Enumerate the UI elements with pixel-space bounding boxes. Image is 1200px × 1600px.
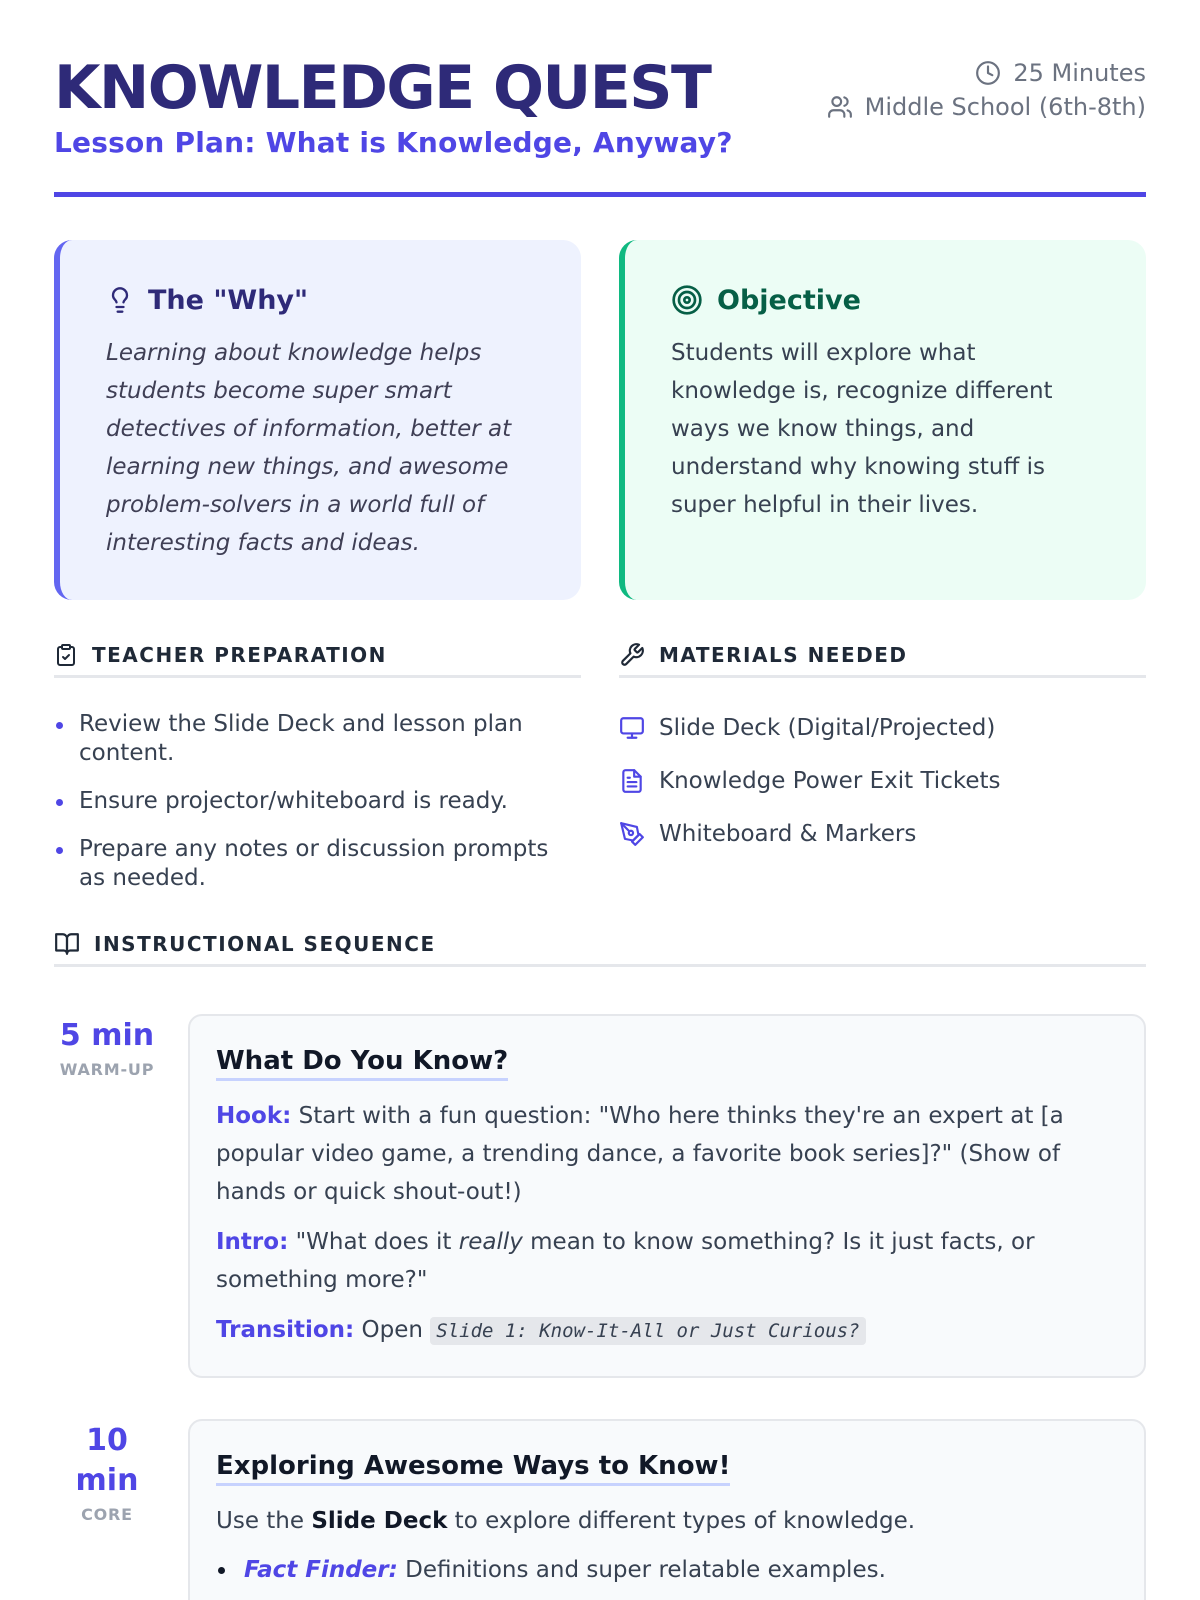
users-icon	[827, 94, 853, 120]
transition-paragraph	[216, 1311, 1118, 1350]
list-item	[216, 1552, 1118, 1588]
intro-emphasis: really	[458, 1229, 523, 1255]
lesson-plan-page	[54, 0, 1146, 1600]
header	[54, 52, 1146, 200]
lightbulb-icon	[106, 285, 134, 315]
teacher-prep-list	[54, 710, 581, 912]
objective-card-body: Students will explore what knowledge is, recognize different ways we know things, and understand why knowing stuff is super helpful in their lives.	[671, 340, 1053, 518]
list-item: Prepare any notes or discussion prompts as needed.	[54, 835, 581, 893]
intro-text-post: mean to know something? Is it just facts, or something more?"	[216, 1229, 1035, 1293]
why-card	[54, 240, 581, 600]
hook-text: Start with a fun question: "Who here thinks they're an expert at [a popular video game, a trending dance, a favorite book series]?" (Show of hands or quick shout-out!)	[216, 1103, 1064, 1205]
material-label: Slide Deck (Digital/Projected)	[659, 715, 996, 741]
why-card-header	[106, 280, 541, 320]
objective-card	[619, 240, 1146, 600]
list-item	[619, 818, 1146, 850]
list-item	[619, 765, 1146, 797]
step-phase: WARM-UP	[59, 1060, 155, 1079]
page-title: KNOWLEDGE QUEST	[54, 53, 711, 123]
transition-label: Transition:	[216, 1317, 355, 1343]
wrench-icon	[619, 642, 645, 668]
objective-card-header	[671, 280, 1106, 320]
core-intro-paragraph	[216, 1502, 1118, 1540]
hook-paragraph	[216, 1097, 1118, 1211]
core-intro-pre: Use the	[216, 1508, 312, 1534]
sequence-header	[54, 923, 1146, 967]
material-label: Knowledge Power Exit Tickets	[659, 768, 1001, 794]
materials-list	[619, 712, 1146, 871]
audience-row	[827, 90, 1146, 124]
intro-text-pre: "What does it	[295, 1229, 459, 1255]
bullet-label: Fact Finder:	[244, 1557, 398, 1583]
core-intro-strong: Slide Deck	[311, 1508, 448, 1534]
list-item	[619, 712, 1146, 744]
step-duration: 5 min	[59, 1018, 155, 1053]
duration-text: 25 Minutes	[1013, 59, 1146, 87]
page-subtitle: Lesson Plan: What is Knowledge, Anyway?	[54, 126, 733, 159]
step-1-time	[54, 1016, 160, 1079]
why-card-title: The "Why"	[148, 284, 309, 316]
materials-header	[619, 634, 1146, 678]
step-2-card	[188, 1419, 1146, 1600]
open-book-icon	[54, 931, 80, 957]
bullet-text: Definitions and super relatable examples.	[397, 1557, 886, 1583]
step-title: Exploring Awesome Ways to Know!	[216, 1451, 730, 1486]
monitor-icon	[619, 715, 645, 741]
header-divider	[54, 192, 1146, 197]
clock-icon	[975, 60, 1001, 86]
materials-heading: MATERIALS NEEDED	[659, 642, 908, 667]
duration-row	[827, 56, 1146, 90]
intro-paragraph	[216, 1223, 1118, 1299]
step-phase: CORE	[81, 1505, 133, 1524]
slide-reference: Slide 1: Know-It-All or Just Curious?	[430, 1317, 865, 1345]
lesson-meta	[827, 56, 1146, 124]
transition-text: Open	[361, 1317, 423, 1343]
why-card-body: Learning about knowledge helps students become super smart detectives of information, better at learning new things, and awesome problem-solvers in a world full of interesting facts and ideas.	[106, 340, 512, 556]
material-label: Whiteboard & Markers	[659, 821, 917, 847]
list-item: Ensure projector/whiteboard is ready.	[54, 787, 581, 816]
list-item: Review the Slide Deck and lesson plan content.	[54, 710, 581, 768]
step-title: What Do You Know?	[216, 1046, 508, 1081]
target-icon	[671, 284, 703, 316]
intro-label: Intro:	[216, 1229, 289, 1255]
teacher-prep-heading: TEACHER PREPARATION	[92, 642, 387, 667]
objective-card-title: Objective	[717, 284, 861, 316]
core-bullet-list	[216, 1552, 1118, 1588]
step-2-time	[54, 1421, 160, 1524]
marker-icon	[619, 821, 645, 847]
hook-label: Hook:	[216, 1103, 292, 1129]
core-intro-post: to explore different types of knowledge.	[447, 1508, 916, 1534]
audience-text: Middle School (6th-8th)	[864, 93, 1146, 121]
document-icon	[619, 768, 645, 794]
sequence-heading: INSTRUCTIONAL SEQUENCE	[94, 931, 436, 956]
teacher-prep-header	[54, 634, 581, 678]
step-duration: 10 min	[75, 1423, 139, 1498]
step-1-card	[188, 1014, 1146, 1378]
clipboard-check-icon	[54, 642, 78, 668]
